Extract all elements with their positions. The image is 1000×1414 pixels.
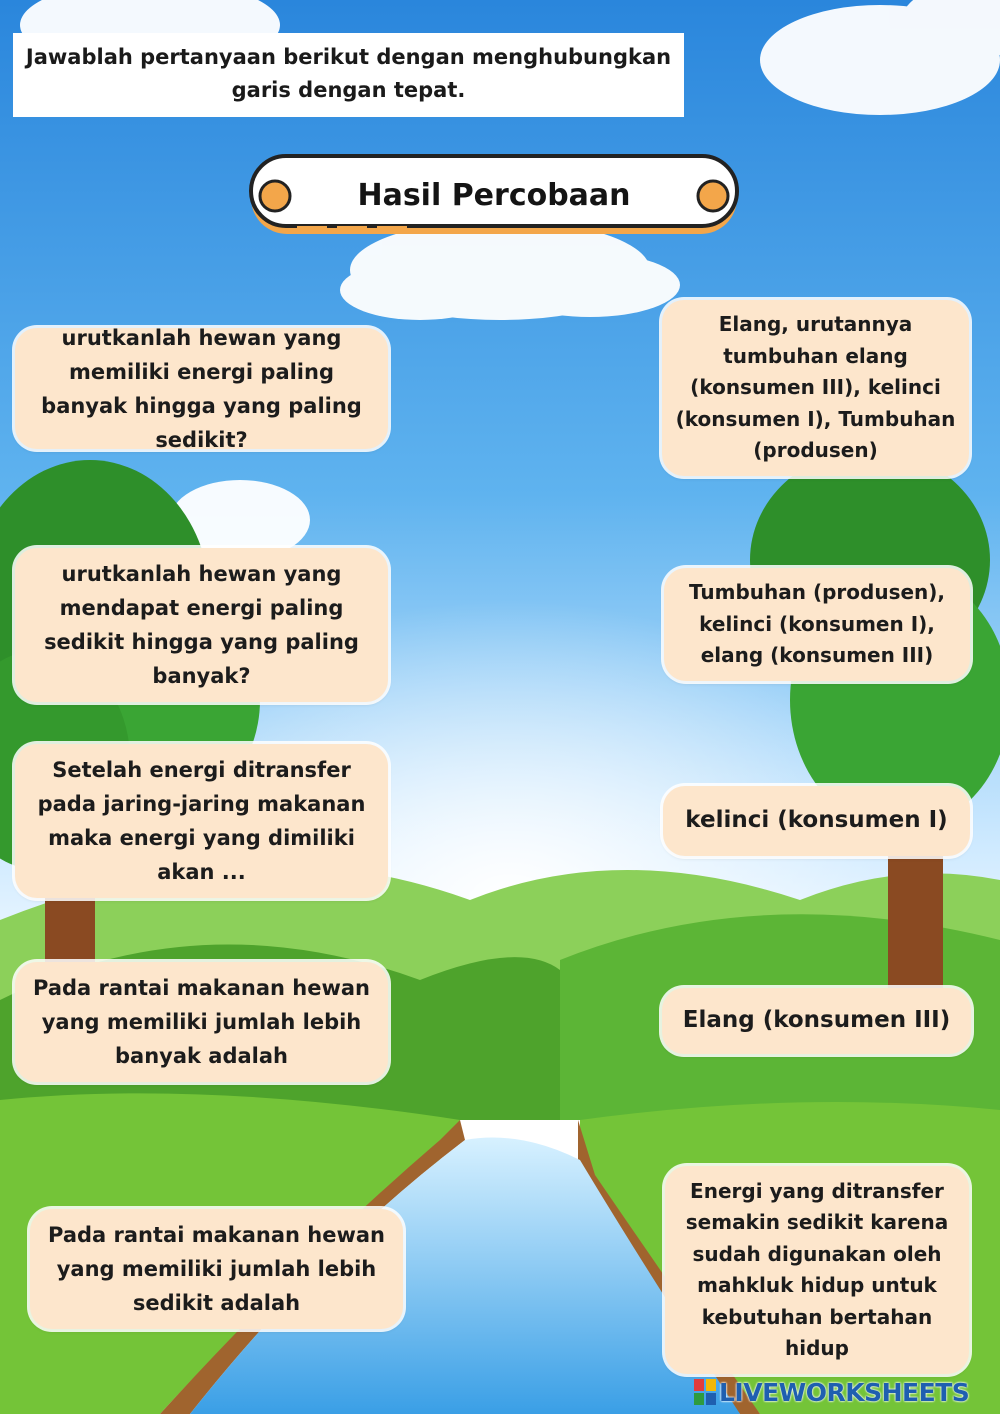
answer-box-1[interactable] [662, 300, 969, 476]
answer-box-4[interactable] [662, 988, 971, 1054]
question-box-2[interactable] [15, 548, 388, 702]
question-box-5[interactable] [30, 1209, 403, 1329]
question-text-1: urutkanlah hewan yang memiliki energi paling banyak hingga yang paling sedikit? [41, 325, 362, 452]
banner-title: Hasil Percobaan [357, 178, 631, 213]
question-box-4[interactable] [15, 962, 388, 1082]
question-text-3: Setelah energi ditransfer pada jaring-jaring makanan maka energi yang dimiliki akan ... [37, 758, 366, 884]
answer-box-5[interactable] [665, 1166, 969, 1374]
question-box-3[interactable] [15, 744, 388, 898]
answer-text-2: Tumbuhan (produsen), kelinci (konsumen I), elang (konsumen III) [688, 580, 946, 668]
answer-text-5: Energi yang ditransfer semakin sedikit karena sudah digunakan oleh mahkluk hidup untuk kebutuhan bertahan hidup [685, 1178, 949, 1360]
instruction-box [13, 33, 684, 117]
answer-text-4: Elang (konsumen III) [682, 1007, 951, 1034]
question-box-1[interactable] [15, 325, 388, 452]
instruction-text: Jawablah pertanyaan berikut dengan menghubungkan garis dengan tepat. [25, 45, 672, 102]
question-text-5: Pada rantai makanan hewan yang memiliki jumlah lebih sedikit adalah [48, 1223, 385, 1315]
title-banner [247, 154, 741, 238]
answer-text-3: kelinci (konsumen I) [685, 807, 948, 834]
logo-icon [694, 1379, 716, 1405]
logo-text: LIVEWORKSHEETS [719, 1377, 970, 1407]
question-text-2: urutkanlah hewan yang mendapat energi paling sedikit hingga yang paling banyak? [44, 562, 359, 688]
answer-box-3[interactable] [663, 786, 970, 856]
answer-box-2[interactable] [664, 568, 970, 681]
answer-text-1: Elang, urutannya tumbuhan elang (konsumen III), kelinci (konsumen I), Tumbuhan (produsen) [675, 312, 956, 463]
question-text-4: Pada rantai makanan hewan yang memiliki jumlah lebih banyak adalah [33, 976, 370, 1068]
liveworksheets-logo [694, 1377, 969, 1407]
